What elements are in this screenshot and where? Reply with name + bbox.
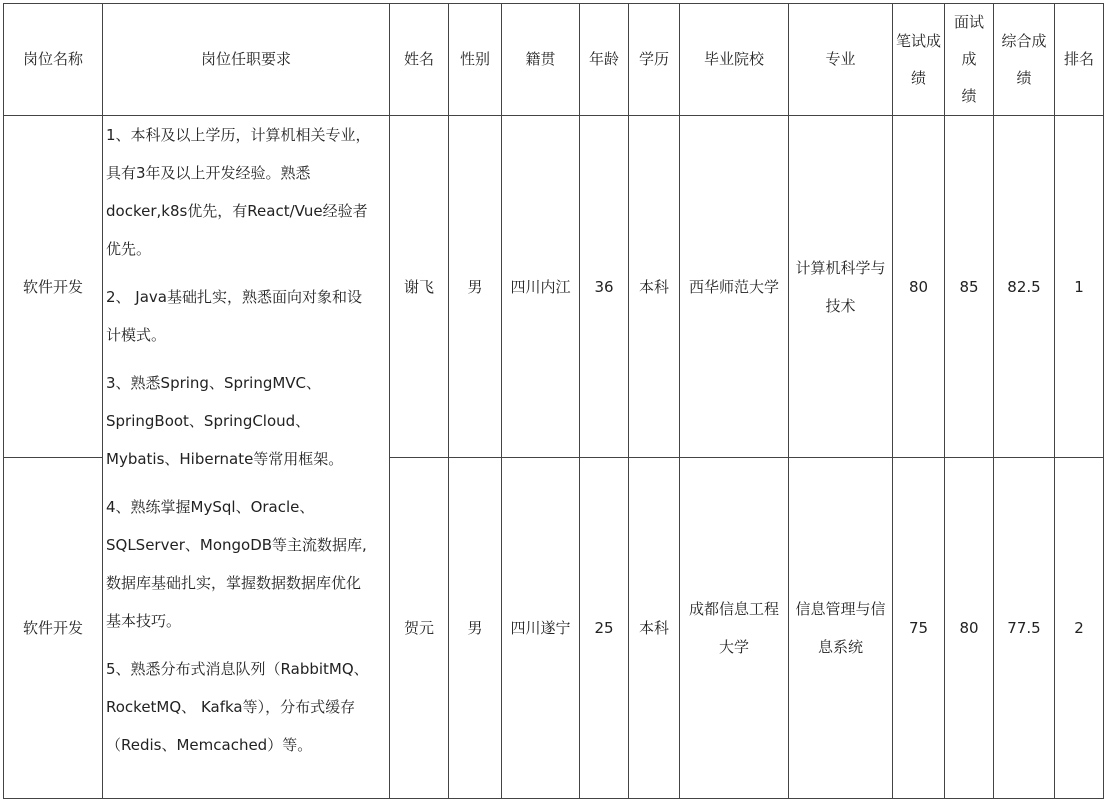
written-score-cell: 75 (893, 458, 945, 799)
header-interview-score-line1: 面试成 (953, 13, 984, 68)
written-score-cell: 80 (893, 116, 945, 458)
header-native-place: 籍贯 (502, 4, 580, 116)
requirement-line: 计模式。 (106, 326, 167, 344)
header-total-score-line1: 综合成 (1001, 31, 1047, 50)
requirement-item (106, 116, 386, 268)
major-line1: 信息管理与信 (795, 600, 886, 618)
major-cell (789, 458, 893, 799)
school-cell (680, 116, 789, 458)
header-gender: 性别 (449, 4, 502, 116)
education-cell: 本科 (629, 116, 680, 458)
results-table (3, 3, 1104, 799)
gender-cell: 男 (449, 458, 502, 799)
major-line2: 技术 (825, 296, 856, 315)
requirement-line: 1、本科及以上学历，计算机相关专业， (106, 126, 371, 144)
age-cell: 36 (580, 116, 629, 458)
major-line1: 计算机科学与 (795, 258, 886, 277)
requirement-line: RocketMQ、 Kafka等），分布式缓存 (106, 698, 356, 716)
requirement-line: Mybatis、Hibernate等常用框架。 (106, 450, 344, 468)
requirement-line: 基本技巧。 (106, 612, 182, 630)
requirement-line: SpringBoot、SpringCloud、 (106, 412, 311, 430)
school-line1: 成都信息工程 (688, 600, 779, 618)
age-cell: 25 (580, 458, 629, 799)
requirement-line: docker,k8s优先，有React/Vue经验者 (106, 202, 368, 220)
rank-cell: 1 (1055, 116, 1104, 458)
major-cell (789, 116, 893, 458)
native-place-cell: 四川内江 (502, 116, 580, 458)
name-cell: 谢飞 (390, 116, 449, 458)
header-school: 毕业院校 (680, 4, 789, 116)
header-education: 学历 (629, 4, 680, 116)
header-written-score (893, 4, 945, 116)
header-written-score-line1: 笔试成 (895, 31, 941, 50)
requirement-line: 5、熟悉分布式消息队列（RabbitMQ、 (106, 660, 369, 678)
header-interview-score-line2: 绩 (961, 87, 977, 105)
school-line1: 西华师范大学 (688, 277, 779, 296)
requirements-cell (103, 116, 390, 799)
requirement-line: 3、熟悉Spring、SpringMVC、 (106, 374, 322, 392)
total-score-cell: 77.5 (994, 458, 1055, 799)
position-cell: 软件开发 (4, 458, 103, 799)
header-position: 岗位名称 (4, 4, 103, 116)
header-name: 姓名 (390, 4, 449, 116)
requirement-item (106, 488, 386, 640)
school-line2: 大学 (718, 638, 749, 656)
requirement-item (106, 650, 386, 764)
major-line2: 息系统 (817, 638, 863, 656)
header-interview-score (945, 4, 994, 116)
requirement-line: 优先。 (106, 240, 152, 258)
interview-score-cell: 80 (945, 458, 994, 799)
requirement-line: 2、 Java基础扎实，熟悉面向对象和设 (106, 288, 362, 306)
header-major: 专业 (789, 4, 893, 116)
gender-cell: 男 (449, 116, 502, 458)
header-total-score-line2: 绩 (1016, 68, 1032, 87)
requirement-line: SQLServer、MongoDB等主流数据库, (106, 536, 367, 554)
requirement-item (106, 278, 386, 354)
header-rank: 排名 (1055, 4, 1104, 116)
requirement-line: 4、熟练掌握MySql、Oracle、 (106, 498, 315, 516)
requirement-line: 数据库基础扎实，掌握数据数据库优化 (106, 574, 362, 592)
position-cell: 软件开发 (4, 116, 103, 458)
header-row (4, 4, 1104, 116)
header-written-score-line2: 绩 (910, 68, 926, 87)
requirement-item (106, 364, 386, 478)
interview-score-cell: 85 (945, 116, 994, 458)
total-score-cell: 82.5 (994, 116, 1055, 458)
table-row (4, 116, 1104, 458)
school-cell (680, 458, 789, 799)
header-total-score (994, 4, 1055, 116)
requirement-line: 具有3年及以上开发经验。熟悉 (106, 164, 311, 182)
requirement-line: （Redis、Memcached）等。 (106, 736, 313, 754)
header-age: 年龄 (580, 4, 629, 116)
name-cell: 贺元 (390, 458, 449, 799)
header-requirements: 岗位任职要求 (103, 4, 390, 116)
rank-cell: 2 (1055, 458, 1104, 799)
education-cell: 本科 (629, 458, 680, 799)
native-place-cell: 四川遂宁 (502, 458, 580, 799)
